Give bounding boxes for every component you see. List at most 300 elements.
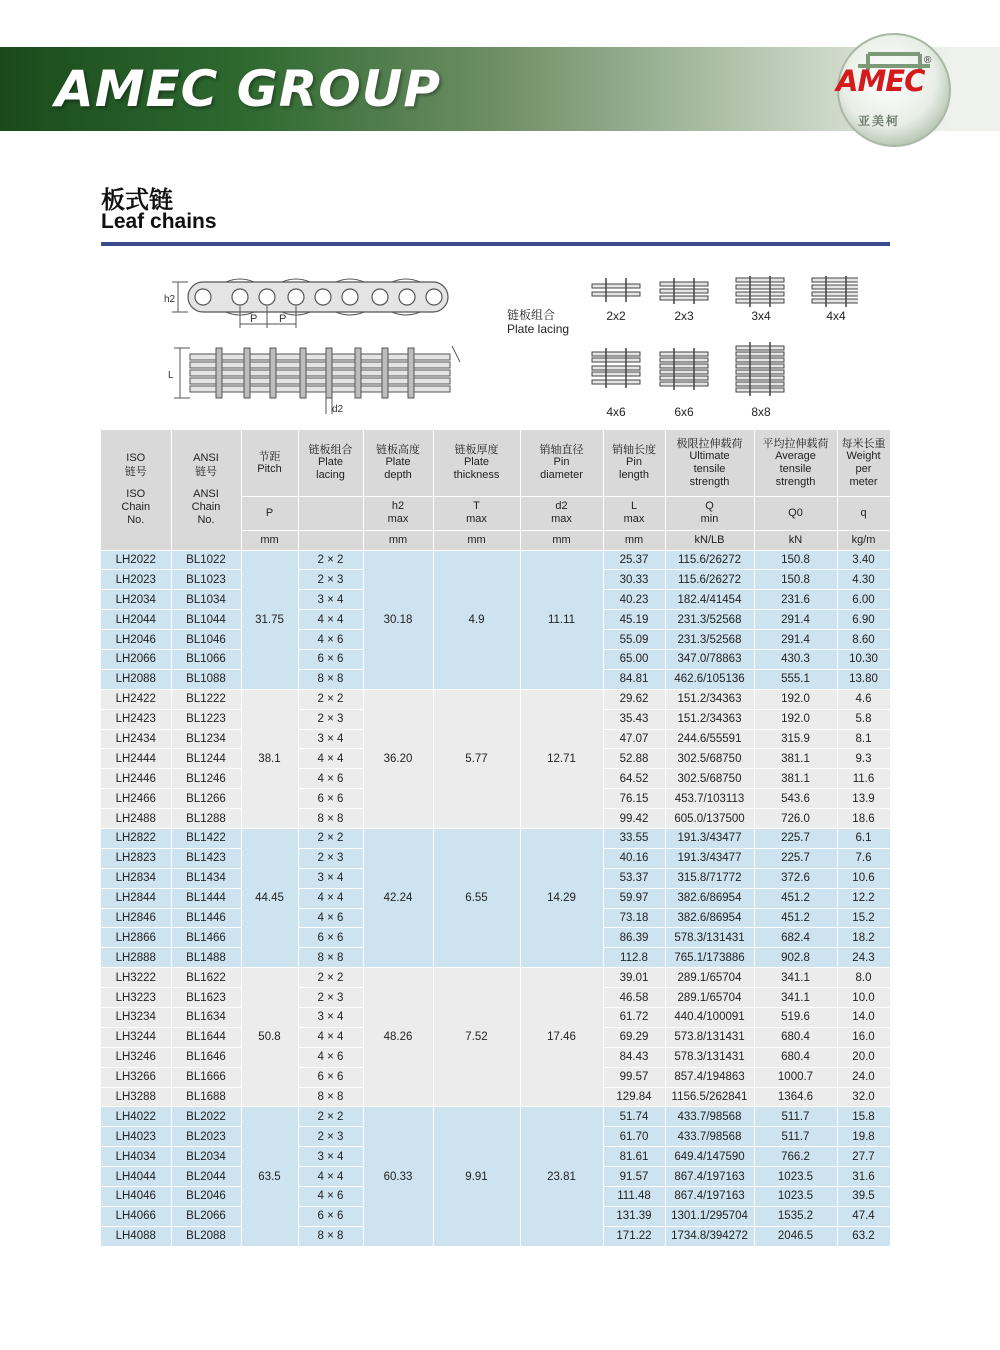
header-ansi: ANSI 链号 ANSI Chain No. — [171, 430, 241, 550]
average-strength-cell: 766.2 — [754, 1147, 837, 1167]
ansi-chain-no: BL1044 — [171, 610, 241, 630]
lacing-caption-3x4: 3x4 — [751, 309, 771, 323]
weight-cell: 27.7 — [837, 1147, 890, 1167]
header-average-strength: 平均拉伸载荷 Average tensile strength — [754, 430, 837, 496]
plate-lacing-cell: 2 × 3 — [298, 848, 363, 868]
ultimate-strength-cell: 302.5/68750 — [665, 769, 754, 789]
plate-lacing-cell: 2 × 3 — [298, 709, 363, 729]
plate-lacing-cell: 6 × 6 — [298, 789, 363, 809]
header-pin-diameter-unit: mm — [520, 530, 603, 550]
weight-cell: 13.9 — [837, 789, 890, 809]
ultimate-strength-cell: 433.7/98568 — [665, 1127, 754, 1147]
pin-length-cell: 29.62 — [603, 689, 665, 709]
iso-chain-no: LH4044 — [101, 1167, 171, 1187]
average-strength-cell: 341.1 — [754, 968, 837, 988]
plate-lacing-cell: 3 × 4 — [298, 1147, 363, 1167]
lacing-caption-6x6: 6x6 — [674, 405, 694, 419]
iso-chain-no: LH2466 — [101, 789, 171, 809]
weight-cell: 8.60 — [837, 630, 890, 650]
iso-chain-no: LH2034 — [101, 590, 171, 610]
plate-lacing-cell: 4 × 6 — [298, 1187, 363, 1207]
average-strength-cell: 1364.6 — [754, 1087, 837, 1107]
pin-length-cell: 131.39 — [603, 1206, 665, 1226]
pin-length-cell: 39.01 — [603, 968, 665, 988]
table-row — [101, 550, 890, 570]
plate-lacing-cell: 2 × 2 — [298, 968, 363, 988]
pin-length-cell: 46.58 — [603, 988, 665, 1008]
ultimate-strength-cell: 231.3/52568 — [665, 610, 754, 630]
leaf-chain-spec-table — [101, 430, 891, 1247]
pitch-label-2: P — [279, 313, 287, 325]
lacing-caption-8x8: 8x8 — [751, 405, 771, 419]
header-thickness-unit: mm — [433, 530, 520, 550]
average-strength-cell: 451.2 — [754, 908, 837, 928]
average-strength-cell: 192.0 — [754, 689, 837, 709]
weight-cell: 10.30 — [837, 649, 890, 669]
weight-cell: 15.8 — [837, 1107, 890, 1127]
ultimate-strength-cell: 347.0/78863 — [665, 649, 754, 669]
plate-lacing-cell: 8 × 8 — [298, 948, 363, 968]
average-strength-cell: 2046.5 — [754, 1226, 837, 1246]
weight-cell: 39.5 — [837, 1187, 890, 1207]
logo-chinese-name: 亚美柯 — [858, 114, 901, 128]
ultimate-strength-cell: 244.6/55591 — [665, 729, 754, 749]
ansi-chain-no: BL1666 — [171, 1067, 241, 1087]
iso-chain-no: LH2444 — [101, 749, 171, 769]
ultimate-strength-cell: 649.4/147590 — [665, 1147, 754, 1167]
plate-lacing-cell: 6 × 6 — [298, 928, 363, 948]
ultimate-strength-cell: 182.4/41454 — [665, 590, 754, 610]
ultimate-strength-cell: 382.6/86954 — [665, 888, 754, 908]
ansi-chain-no: BL2044 — [171, 1167, 241, 1187]
header-ultimate-strength: 极限拉伸载荷 Ultimate tensile strength — [665, 430, 754, 496]
header-pitch-unit: mm — [241, 530, 298, 550]
average-strength-cell: 1535.2 — [754, 1206, 837, 1226]
average-strength-cell: 372.6 — [754, 868, 837, 888]
ultimate-strength-cell: 578.3/131431 — [665, 1047, 754, 1067]
pin-length-cell: 81.61 — [603, 1147, 665, 1167]
pin-length-cell: 76.15 — [603, 789, 665, 809]
iso-chain-no: LH2822 — [101, 828, 171, 848]
header-pitch: 节距 Pitch — [241, 430, 298, 496]
plate-lacing-cell: 4 × 4 — [298, 888, 363, 908]
ansi-chain-no: BL1646 — [171, 1047, 241, 1067]
weight-cell: 14.0 — [837, 1007, 890, 1027]
plate-thickness-cell: 7.52 — [433, 968, 520, 1107]
average-strength-cell: 231.6 — [754, 590, 837, 610]
ansi-chain-no: BL1088 — [171, 669, 241, 689]
pitch-cell: 44.45 — [241, 828, 298, 967]
iso-chain-no: LH2422 — [101, 689, 171, 709]
header-ultimate-symbol: Q min — [665, 496, 754, 530]
plate-lacing-cell: 3 × 4 — [298, 868, 363, 888]
header-pitch-symbol: P — [241, 496, 298, 530]
iso-chain-no: LH3266 — [101, 1067, 171, 1087]
weight-cell: 5.8 — [837, 709, 890, 729]
iso-chain-no: LH3223 — [101, 988, 171, 1008]
lacing-caption-4x4: 4x4 — [826, 309, 846, 323]
ansi-chain-no: BL1622 — [171, 968, 241, 988]
ansi-chain-no: BL1046 — [171, 630, 241, 650]
iso-chain-no: LH3244 — [101, 1027, 171, 1047]
pin-diameter-cell: 11.11 — [520, 550, 603, 689]
pin-length-cell: 51.74 — [603, 1107, 665, 1127]
iso-chain-no: LH2888 — [101, 948, 171, 968]
iso-chain-no: LH2066 — [101, 649, 171, 669]
weight-cell: 6.1 — [837, 828, 890, 848]
pin-length-cell: 111.48 — [603, 1187, 665, 1207]
ansi-chain-no: BL1644 — [171, 1027, 241, 1047]
ansi-chain-no: BL1023 — [171, 570, 241, 590]
plate-lacing-cell: 2 × 2 — [298, 550, 363, 570]
header-pin-length: 销轴长度 Pin length — [603, 430, 665, 496]
ultimate-strength-cell: 578.3/131431 — [665, 928, 754, 948]
weight-cell: 8.1 — [837, 729, 890, 749]
ansi-chain-no: BL1266 — [171, 789, 241, 809]
pin-length-cell: 99.57 — [603, 1067, 665, 1087]
pin-length-cell: 69.29 — [603, 1027, 665, 1047]
average-strength-cell: 555.1 — [754, 669, 837, 689]
ansi-chain-no: BL1066 — [171, 649, 241, 669]
iso-chain-no: LH2846 — [101, 908, 171, 928]
average-strength-cell: 381.1 — [754, 769, 837, 789]
title-divider — [101, 242, 890, 246]
average-strength-cell: 511.7 — [754, 1107, 837, 1127]
weight-cell: 31.6 — [837, 1167, 890, 1187]
iso-chain-no: LH2866 — [101, 928, 171, 948]
plate-lacing-label-cn: 链板组合 — [507, 308, 556, 322]
plate-depth-cell: 36.20 — [363, 689, 433, 828]
weight-cell: 6.00 — [837, 590, 890, 610]
ansi-chain-no: BL1244 — [171, 749, 241, 769]
plate-lacing-cell: 2 × 3 — [298, 988, 363, 1008]
pin-length-cell: 112.8 — [603, 948, 665, 968]
ansi-chain-no: BL1423 — [171, 848, 241, 868]
iso-chain-no: LH3222 — [101, 968, 171, 988]
plate-lacing-cell: 2 × 2 — [298, 828, 363, 848]
header-pin-length-symbol: L max — [603, 496, 665, 530]
ultimate-strength-cell: 315.8/71772 — [665, 868, 754, 888]
lacing-caption-4x6: 4x6 — [606, 405, 626, 419]
weight-cell: 12.2 — [837, 888, 890, 908]
logo-text: AMEC — [836, 64, 925, 98]
plate-lacing-cell: 4 × 6 — [298, 908, 363, 928]
weight-cell: 24.3 — [837, 948, 890, 968]
plate-lacing-cell: 4 × 6 — [298, 630, 363, 650]
plate-depth-cell: 48.26 — [363, 968, 433, 1107]
weight-cell: 18.2 — [837, 928, 890, 948]
header-lacing: 链板组合 Plate lacing — [298, 430, 363, 496]
pin-diameter-cell: 23.81 — [520, 1107, 603, 1246]
pin-length-cell: 73.18 — [603, 908, 665, 928]
iso-chain-no: LH3288 — [101, 1087, 171, 1107]
average-strength-cell: 192.0 — [754, 709, 837, 729]
page-title-en: Leaf chains — [101, 210, 217, 233]
header-ultimate-unit: kN/LB — [665, 530, 754, 550]
pin-length-cell: 65.00 — [603, 649, 665, 669]
plate-lacing-cell: 4 × 4 — [298, 1167, 363, 1187]
weight-cell: 63.2 — [837, 1226, 890, 1246]
iso-chain-no: LH4022 — [101, 1107, 171, 1127]
average-strength-cell: 1023.5 — [754, 1187, 837, 1207]
plate-lacing-cell: 8 × 8 — [298, 809, 363, 829]
weight-cell: 9.3 — [837, 749, 890, 769]
ultimate-strength-cell: 453.7/103113 — [665, 789, 754, 809]
average-strength-cell: 291.4 — [754, 630, 837, 650]
weight-cell: 6.90 — [837, 610, 890, 630]
plate-depth-cell: 30.18 — [363, 550, 433, 689]
table-body — [101, 550, 890, 1246]
iso-chain-no: LH2023 — [101, 570, 171, 590]
plate-lacing-cell: 4 × 6 — [298, 1047, 363, 1067]
plate-thickness-cell: 6.55 — [433, 828, 520, 967]
plate-lacing-cell: 8 × 8 — [298, 1226, 363, 1246]
header-depth-symbol: h2 max — [363, 496, 433, 530]
average-strength-cell: 680.4 — [754, 1047, 837, 1067]
ultimate-strength-cell: 289.1/65704 — [665, 968, 754, 988]
ultimate-strength-cell: 151.2/34363 — [665, 689, 754, 709]
iso-chain-no: LH2088 — [101, 669, 171, 689]
iso-chain-no: LH4023 — [101, 1127, 171, 1147]
pin-length-cell: 52.88 — [603, 749, 665, 769]
plate-lacing-cell: 4 × 6 — [298, 769, 363, 789]
ultimate-strength-cell: 191.3/43477 — [665, 848, 754, 868]
pin-length-cell: 99.42 — [603, 809, 665, 829]
plate-depth-cell: 60.33 — [363, 1107, 433, 1246]
ansi-chain-no: BL1222 — [171, 689, 241, 709]
iso-chain-no: LH2844 — [101, 888, 171, 908]
pin-length-cell: 129.84 — [603, 1087, 665, 1107]
plate-lacing-cell: 4 × 4 — [298, 610, 363, 630]
ultimate-strength-cell: 462.6/105136 — [665, 669, 754, 689]
plate-lacing-cell: 4 × 4 — [298, 1027, 363, 1047]
header-weight-symbol: q — [837, 496, 890, 530]
pitch-cell: 50.8 — [241, 968, 298, 1107]
ultimate-strength-cell: 191.3/43477 — [665, 828, 754, 848]
ultimate-strength-cell: 433.7/98568 — [665, 1107, 754, 1127]
pin-length-cell: 45.19 — [603, 610, 665, 630]
ultimate-strength-cell: 440.4/100091 — [665, 1007, 754, 1027]
weight-cell: 16.0 — [837, 1027, 890, 1047]
plate-lacing-cell: 3 × 4 — [298, 1007, 363, 1027]
ansi-chain-no: BL1223 — [171, 709, 241, 729]
weight-cell: 4.30 — [837, 570, 890, 590]
ultimate-strength-cell: 867.4/197163 — [665, 1167, 754, 1187]
lacing-caption-2x3: 2x3 — [674, 309, 694, 323]
pin-diameter-cell: 12.71 — [520, 689, 603, 828]
ansi-chain-no: BL2022 — [171, 1107, 241, 1127]
ansi-chain-no: BL2023 — [171, 1127, 241, 1147]
header-pin-length-unit: mm — [603, 530, 665, 550]
weight-cell: 8.0 — [837, 968, 890, 988]
plate-lacing-cell: 8 × 8 — [298, 669, 363, 689]
average-strength-cell: 341.1 — [754, 988, 837, 1008]
iso-chain-no: LH4066 — [101, 1206, 171, 1226]
average-strength-cell: 1023.5 — [754, 1167, 837, 1187]
pin-length-cell: 30.33 — [603, 570, 665, 590]
plate-lacing-cell: 3 × 4 — [298, 590, 363, 610]
ansi-chain-no: BL1022 — [171, 550, 241, 570]
pitch-cell: 63.5 — [241, 1107, 298, 1246]
plate-lacing-cell: 2 × 2 — [298, 689, 363, 709]
plate-lacing-cell: 2 × 3 — [298, 1127, 363, 1147]
iso-chain-no: LH2834 — [101, 868, 171, 888]
ultimate-strength-cell: 867.4/197163 — [665, 1187, 754, 1207]
pin-length-cell: 61.72 — [603, 1007, 665, 1027]
ultimate-strength-cell: 231.3/52568 — [665, 630, 754, 650]
weight-cell: 3.40 — [837, 550, 890, 570]
pin-length-cell: 33.55 — [603, 828, 665, 848]
header-plate-depth: 链板高度 Plate depth — [363, 430, 433, 496]
iso-chain-no: LH3234 — [101, 1007, 171, 1027]
pin-length-cell: 61.70 — [603, 1127, 665, 1147]
weight-cell: 15.2 — [837, 908, 890, 928]
table-row — [101, 689, 890, 709]
pin-length-cell: 40.23 — [603, 590, 665, 610]
pin-length-cell: 47.07 — [603, 729, 665, 749]
ansi-chain-no: BL1488 — [171, 948, 241, 968]
ultimate-strength-cell: 115.6/26272 — [665, 570, 754, 590]
weight-cell: 18.6 — [837, 809, 890, 829]
weight-cell: 7.6 — [837, 848, 890, 868]
weight-cell: 10.0 — [837, 988, 890, 1008]
weight-cell: 13.80 — [837, 669, 890, 689]
table-row — [101, 1107, 890, 1127]
iso-chain-no: LH2434 — [101, 729, 171, 749]
pin-length-cell: 64.52 — [603, 769, 665, 789]
chain-top-view-diagram — [160, 342, 470, 417]
header-plate-thickness: 链板厚度 Plate thickness — [433, 430, 520, 496]
header-lacing-symbol — [298, 496, 363, 530]
pin-length-cell: 84.43 — [603, 1047, 665, 1067]
ansi-chain-no: BL1034 — [171, 590, 241, 610]
weight-cell: 32.0 — [837, 1087, 890, 1107]
weight-cell: 24.0 — [837, 1067, 890, 1087]
iso-chain-no: LH2022 — [101, 550, 171, 570]
logo-registered-mark: ® — [924, 55, 932, 66]
plate-thickness-cell: 4.9 — [433, 550, 520, 689]
pin-length-cell: 53.37 — [603, 868, 665, 888]
average-strength-cell: 451.2 — [754, 888, 837, 908]
plate-lacing-cell: 2 × 2 — [298, 1107, 363, 1127]
weight-cell: 10.6 — [837, 868, 890, 888]
header-pin-diameter: 销轴直径 Pin diameter — [520, 430, 603, 496]
iso-chain-no: LH3246 — [101, 1047, 171, 1067]
ultimate-strength-cell: 1734.8/394272 — [665, 1226, 754, 1246]
average-strength-cell: 150.8 — [754, 550, 837, 570]
ansi-chain-no: BL2088 — [171, 1226, 241, 1246]
ansi-chain-no: BL1246 — [171, 769, 241, 789]
ansi-chain-no: BL2066 — [171, 1206, 241, 1226]
weight-cell: 47.4 — [837, 1206, 890, 1226]
pitch-label-1: P — [250, 313, 258, 325]
pin-length-cell: 59.97 — [603, 888, 665, 908]
average-strength-cell: 430.3 — [754, 649, 837, 669]
plate-lacing-cell: 6 × 6 — [298, 1067, 363, 1087]
ansi-chain-no: BL1288 — [171, 809, 241, 829]
lacing-icons-row-2 — [588, 342, 798, 398]
pin-length-cell: 55.09 — [603, 630, 665, 650]
average-strength-cell: 381.1 — [754, 749, 837, 769]
ultimate-strength-cell: 382.6/86954 — [665, 908, 754, 928]
pitch-cell: 31.75 — [241, 550, 298, 689]
chain-side-view-diagram — [160, 272, 460, 332]
ultimate-strength-cell: 302.5/68750 — [665, 749, 754, 769]
plate-lacing-cell: 6 × 6 — [298, 1206, 363, 1226]
iso-chain-no: LH4046 — [101, 1187, 171, 1207]
pin-length-cell: 91.57 — [603, 1167, 665, 1187]
ultimate-strength-cell: 151.2/34363 — [665, 709, 754, 729]
header-average-unit: kN — [754, 530, 837, 550]
ultimate-strength-cell: 573.8/131431 — [665, 1027, 754, 1047]
ansi-chain-no: BL1446 — [171, 908, 241, 928]
pin-length-cell: 40.16 — [603, 848, 665, 868]
pin-diameter-label: d2 — [332, 404, 344, 415]
average-strength-cell: 225.7 — [754, 828, 837, 848]
average-strength-cell: 902.8 — [754, 948, 837, 968]
weight-cell: 20.0 — [837, 1047, 890, 1067]
header-weight-unit: kg/m — [837, 530, 890, 550]
header-pin-diameter-symbol: d2 max — [520, 496, 603, 530]
pin-length-cell: 84.81 — [603, 669, 665, 689]
ansi-chain-no: BL1634 — [171, 1007, 241, 1027]
ultimate-strength-cell: 1156.5/262841 — [665, 1087, 754, 1107]
plate-lacing-cell: 4 × 4 — [298, 749, 363, 769]
average-strength-cell: 519.6 — [754, 1007, 837, 1027]
ultimate-strength-cell: 605.0/137500 — [665, 809, 754, 829]
ansi-chain-no: BL1234 — [171, 729, 241, 749]
iso-chain-no: LH2488 — [101, 809, 171, 829]
pin-length-cell: 86.39 — [603, 928, 665, 948]
average-strength-cell: 543.6 — [754, 789, 837, 809]
iso-chain-no: LH2046 — [101, 630, 171, 650]
ansi-chain-no: BL2046 — [171, 1187, 241, 1207]
weight-cell: 11.6 — [837, 769, 890, 789]
table-header — [101, 430, 890, 550]
ansi-chain-no: BL1688 — [171, 1087, 241, 1107]
ansi-chain-no: BL1466 — [171, 928, 241, 948]
weight-cell: 4.6 — [837, 689, 890, 709]
header-depth-unit: mm — [363, 530, 433, 550]
table-row — [101, 828, 890, 848]
lacing-icons-row-1 — [588, 276, 858, 312]
ultimate-strength-cell: 857.4/194863 — [665, 1067, 754, 1087]
average-strength-cell: 291.4 — [754, 610, 837, 630]
average-strength-cell: 315.9 — [754, 729, 837, 749]
length-label: L — [168, 370, 174, 381]
pin-length-cell: 25.37 — [603, 550, 665, 570]
iso-chain-no: LH2044 — [101, 610, 171, 630]
iso-chain-no: LH2823 — [101, 848, 171, 868]
plate-lacing-label-en: Plate lacing — [507, 322, 570, 336]
average-strength-cell: 682.4 — [754, 928, 837, 948]
iso-chain-no: LH2423 — [101, 709, 171, 729]
ansi-chain-no: BL1434 — [171, 868, 241, 888]
average-strength-cell: 225.7 — [754, 848, 837, 868]
page-title-cn: 板式链 — [101, 186, 173, 214]
ultimate-strength-cell: 115.6/26272 — [665, 550, 754, 570]
plate-thickness-cell: 5.77 — [433, 689, 520, 828]
average-strength-cell: 680.4 — [754, 1027, 837, 1047]
iso-chain-no: LH4034 — [101, 1147, 171, 1167]
ansi-chain-no: BL1422 — [171, 828, 241, 848]
iso-chain-no: LH4088 — [101, 1226, 171, 1246]
header-weight: 每米长重 Weight per meter — [837, 430, 890, 496]
ansi-chain-no: BL2034 — [171, 1147, 241, 1167]
plate-lacing-cell: 8 × 8 — [298, 1087, 363, 1107]
brand-title: AMEC GROUP — [55, 60, 442, 118]
pin-diameter-cell: 14.29 — [520, 828, 603, 967]
